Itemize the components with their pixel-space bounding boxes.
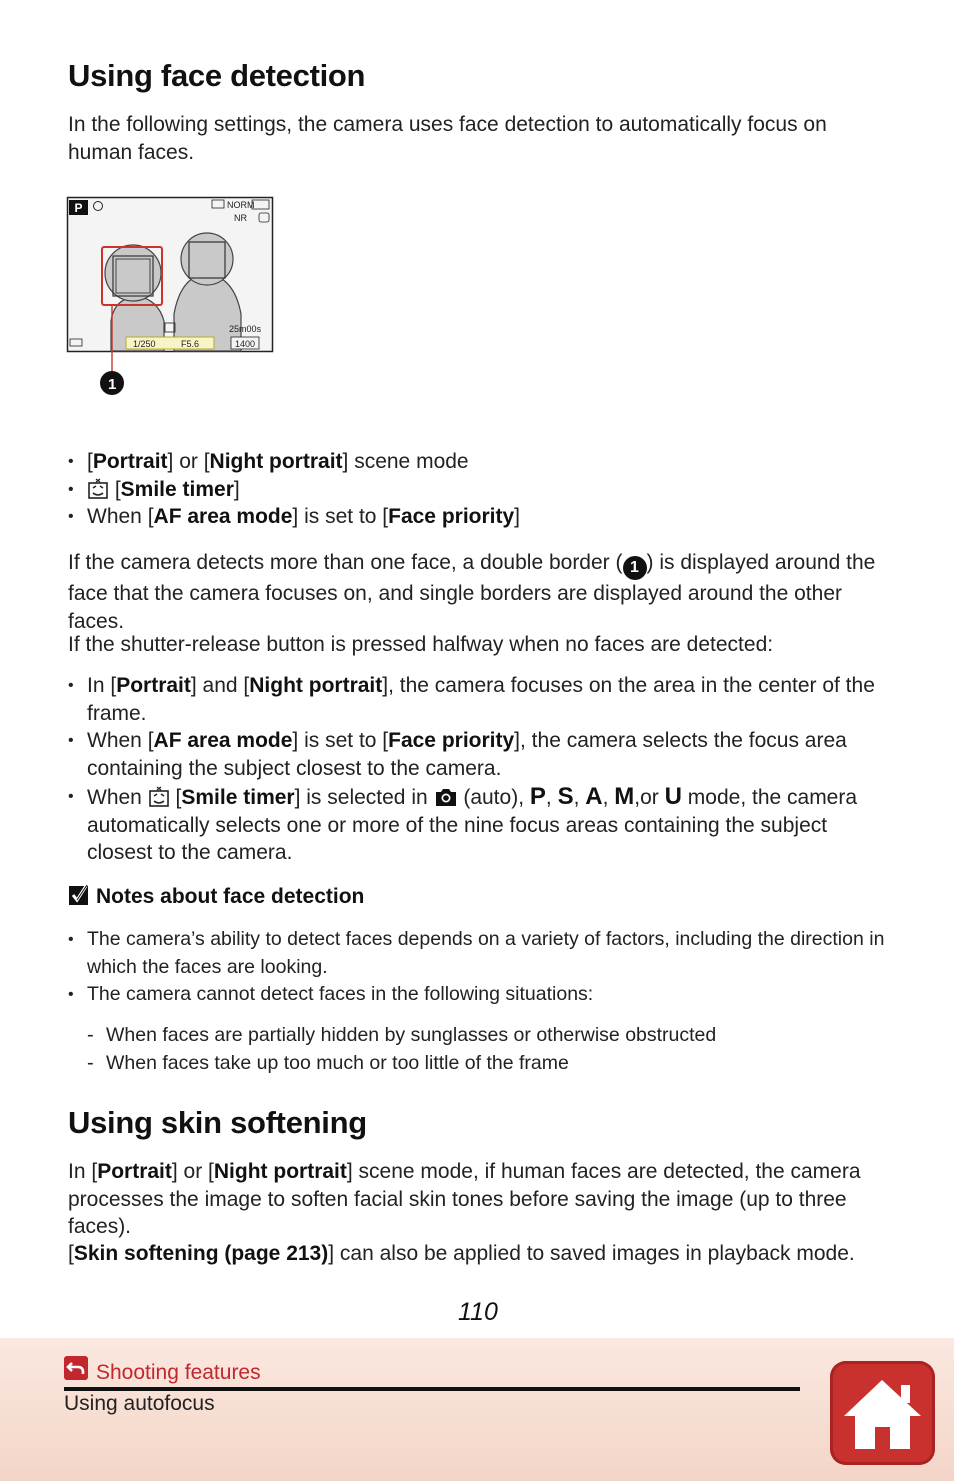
shutter-speed-text: 1/250 bbox=[133, 339, 156, 349]
home-button[interactable] bbox=[830, 1361, 935, 1465]
back-arrow-icon bbox=[64, 1356, 88, 1380]
face-detection-settings-list bbox=[68, 448, 888, 531]
smile-timer-icon bbox=[87, 478, 109, 500]
list-item: • The camera’s ability to detect faces depends on a variety of factors, including the direction in which the faces are looking. bbox=[68, 926, 888, 981]
mode-s-label: S bbox=[557, 783, 574, 810]
double-border-paragraph: If the camera detects more than one face, a double border ( 1 ) is displayed around the face that the camera focuses on, and single borders are displayed around the other faces. bbox=[68, 551, 876, 633]
list-item: • When [Smile timer] is selected in (auto), P, S, A, M,or U mode, the camera automatically selects one or more of the nine focus areas containing the subject closest to the camera. bbox=[68, 783, 888, 867]
no-face-behavior-list bbox=[68, 672, 888, 867]
smile-timer-icon bbox=[148, 786, 170, 808]
notes-title: Notes about face detection bbox=[68, 884, 364, 909]
heading-skin-softening: Using skin softening bbox=[68, 1105, 367, 1140]
list-item: • [Portrait] or [Night portrait] scene mode bbox=[68, 448, 888, 476]
list-item: • The camera cannot detect faces in the following situations: bbox=[68, 981, 888, 1009]
home-icon bbox=[830, 1361, 935, 1465]
mode-p-label: P bbox=[529, 783, 546, 810]
nr-text: NR bbox=[234, 213, 247, 223]
mode-p-text: P bbox=[74, 201, 83, 215]
notes-list bbox=[68, 926, 888, 1009]
heading-face-detection: Using face detection bbox=[68, 58, 366, 93]
mode-m-label: M bbox=[614, 783, 635, 810]
mode-a-label: A bbox=[585, 783, 603, 810]
intro-paragraph: In the following settings, the camera uses face detection to automatically focus on human faces. bbox=[68, 113, 827, 164]
skin-softening-playback-paragraph: [Skin softening (page 213)] can also be applied to saved images in playback mode. bbox=[68, 1242, 855, 1265]
no-face-paragraph: If the shutter-release button is pressed halfway when no faces are detected: bbox=[68, 633, 774, 656]
list-item: • When [AF area mode] is set to [Face priority] bbox=[68, 503, 888, 531]
check-note-icon bbox=[68, 884, 90, 906]
list-item: • [Smile timer] bbox=[68, 476, 888, 504]
footer-section-link[interactable]: Shooting features bbox=[64, 1356, 261, 1385]
list-item: - When faces are partially hidden by sunglasses or otherwise obstructed bbox=[87, 1022, 887, 1050]
auto-mode-camera-icon bbox=[434, 786, 458, 808]
page-number: 110 bbox=[458, 1298, 498, 1326]
frame-counter-text: 1400 bbox=[235, 339, 256, 349]
footer-subsection: Using autofocus bbox=[64, 1392, 215, 1415]
footer-divider bbox=[64, 1387, 800, 1391]
list-item: • In [Portrait] and [Night portrait], the camera focuses on the area in the center of the frame. bbox=[68, 672, 888, 727]
list-item: • When [AF area mode] is set to [Face priority], the camera selects the focus area containing the subject closest to the camera. bbox=[68, 727, 888, 782]
quality-text: NORM bbox=[227, 200, 255, 210]
time-remaining-text: 25m00s bbox=[229, 324, 262, 334]
list-item: - When faces take up too much or too little of the frame bbox=[87, 1050, 887, 1078]
mode-u-label: U bbox=[664, 783, 682, 810]
callout-number: 1 bbox=[108, 376, 117, 393]
skin-softening-paragraph: In [Portrait] or [Night portrait] scene mode, if human faces are detected, the camera processes the image to soften facial skin tones before saving the image (up to three faces). bbox=[68, 1160, 861, 1238]
aperture-text: F5.6 bbox=[181, 339, 200, 349]
notes-sublist bbox=[87, 1022, 887, 1077]
callout-number-inline: 1 bbox=[623, 556, 647, 580]
camera-monitor-figure bbox=[66, 196, 276, 396]
